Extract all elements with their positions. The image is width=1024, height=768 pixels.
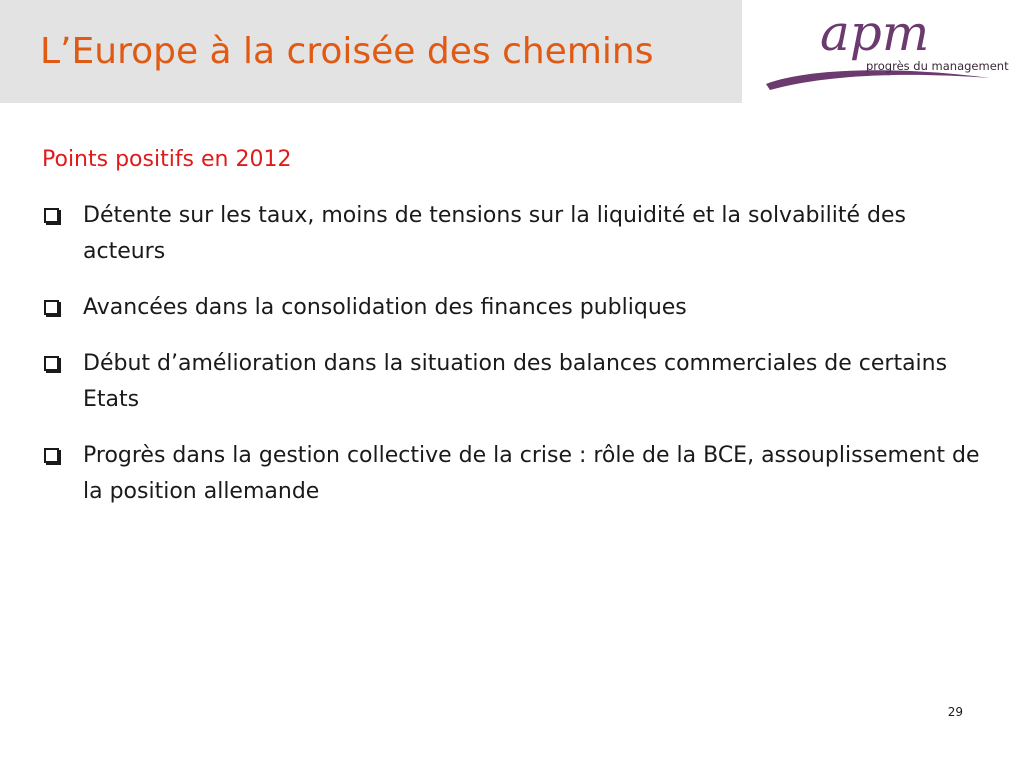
page-number: 29 xyxy=(947,705,963,719)
bullet-text: Progrès dans la gestion collective de la crise : rôle de la BCE, assouplissement de la position allemande xyxy=(83,443,980,504)
logo-wordmark: apm xyxy=(820,4,930,62)
bullet-item xyxy=(42,438,982,510)
checkbox-icon xyxy=(44,356,59,371)
apm-logo xyxy=(758,4,1010,98)
checkbox-icon xyxy=(44,300,59,315)
bullet-text: Début d’amélioration dans la situation des balances commerciales de certains Etats xyxy=(83,351,948,412)
bullet-text: Avancées dans la consolidation des finances publiques xyxy=(83,295,687,320)
checkbox-icon xyxy=(44,208,59,223)
logo-tagline: progrès du management xyxy=(866,59,1009,73)
checkbox-icon xyxy=(44,448,59,463)
bullet-text: Détente sur les taux, moins de tensions sur la liquidité et la solvabilité des acteurs xyxy=(83,203,906,264)
bullet-list xyxy=(42,198,982,530)
bullet-item xyxy=(42,290,982,326)
section-subheading: Points positifs en 2012 xyxy=(42,147,292,172)
bullet-item xyxy=(42,198,982,270)
bullet-item xyxy=(42,346,982,418)
slide-title: L’Europe à la croisée des chemins xyxy=(40,31,654,72)
